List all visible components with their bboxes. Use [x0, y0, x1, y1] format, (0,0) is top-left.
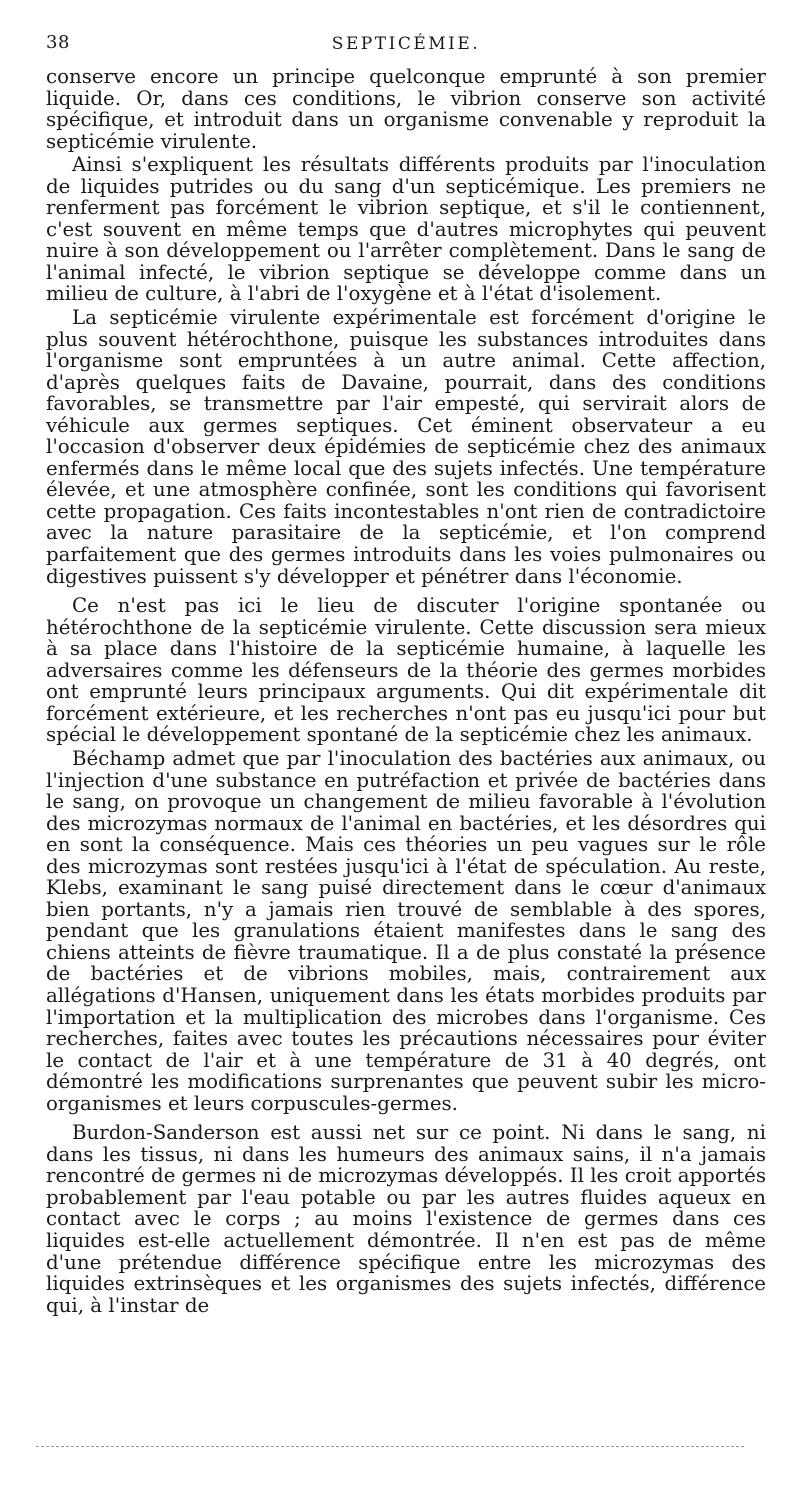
- paragraph-inoculation-results: Ainsi s'expliquent les résultats différents produits par l'inoculation de liquides putrides ou du sang d'un septicémique. Les premiers ne renferment pas forcément le vibrion septique, et s'il le contiennent, c'est souvent en même temps que d'autres microphytes qui peuvent nuire à son développement ou l'arrêter complètement. Dans le sang de l'animal infecté, le vibrion septique se développe comme dans un milieu de culture, à l'abri de l'oxygène et à l'état d'isolement.: [46, 153, 766, 306]
- paragraph-continued: conserve encore un principe quelconque emprunté à son premier liquide. Or, dans ces conditions, le vibrion conserve son activité spécifique, et introduit dans un organisme convenable y reproduit la septicémie virulente.: [46, 65, 766, 153]
- page-number: 38: [46, 32, 70, 53]
- paragraph-experimental-septicemia: La septicémie virulente expérimentale est forcément d'origine le plus souvent hétérochthone, puisque les substances introduites dans l'organisme sont empruntées à un autre animal. Cette affection, d'après quelques faits de Davaine, pourrait, dans des conditions favorables, se transmettre par l'air empesté, qui servirait alors de véhicule aux germes septiques. Cet éminent observateur a eu l'occasion d'observer deux épidémies de septicémie chez des animaux enfermés dans le même local que des sujets infectés. Une température élevée, et une atmosphère confinée, sont les conditions qui favorisent cette propagation. Ces faits incontestables n'ont rien de contradictoire avec la nature parasitaire de la septicémie, et l'on comprend parfaitement que des germes introduits dans les voies pulmonaires ou digestives puissent s'y développer et pénétrer dans l'économie.: [46, 306, 766, 588]
- paragraph-spontaneous-origin: Ce n'est pas ici le lieu de discuter l'origine spontanée ou hétérochthone de la septicémie virulente. Cette discussion sera mieux à sa place dans l'histoire de la septicémie humaine, à laquelle les adversaires comme les défenseurs de la théorie des germes morbides ont emprunté leurs principaux arguments. Qui dit expérimentale dit forcément extérieure, et les recherches n'ont pas eu jusqu'ici pour but spécial le développement spontané de la septicémie chez les animaux.: [46, 594, 766, 747]
- paragraph-burdon-sanderson: Burdon-Sanderson est aussi net sur ce point. Ni dans le sang, ni dans les tissus, ni dans les humeurs des animaux sains, il n'a jamais rencontré de germes ni de microzymas développés. Il les croit apportés probablement par l'eau potable ou par les autres fluides aqueux en contact avec le corps ; au moins l'existence de germes dans ces liquides est-elle actuellement démontrée. Il n'en est pas de même d'une prétendue différence spécifique entre les microzymas des liquides extrinsèques et les organismes des sujets infectés, différence qui, à l'instar de: [46, 1121, 766, 1317]
- body-text: [46, 66, 766, 1316]
- book-page: [46, 30, 766, 1316]
- running-title: SEPTICÉMIE.: [331, 34, 481, 54]
- footer-rule: [36, 1446, 744, 1447]
- running-head: [46, 30, 766, 66]
- paragraph-bechamp: Béchamp admet que par l'inoculation des bactéries aux animaux, ou l'injection d'une substance en putréfaction et privée de bactéries dans le sang, on provoque un changement de milieu favorable à l'évolution des microzymas normaux de l'animal en bactéries, et les désordres qui en sont la conséquence. Mais ces théories un peu vagues sur le rôle des microzymas sont restées jusqu'ici à l'état de spéculation. Au reste, Klebs, examinant le sang puisé directement dans le cœur d'animaux bien portants, n'y a jamais rien trouvé de semblable à des spores, pendant que les granulations étaient manifestes dans le sang des chiens atteints de fièvre traumatique. Il a de plus constaté la présence de bactéries et de vibrions mobiles, mais, contrairement aux allégations d'Hansen, uniquement dans les états morbides produits par l'importation et la multiplication des microbes dans l'organisme. Ces recherches, faites avec toutes les précautions nécessaires pour éviter le contact de l'air et à une température de 31 à 40 degrés, ont démontré les modifications surprenantes que peuvent subir les micro-organismes et leurs corpuscules-germes.: [46, 746, 766, 1115]
